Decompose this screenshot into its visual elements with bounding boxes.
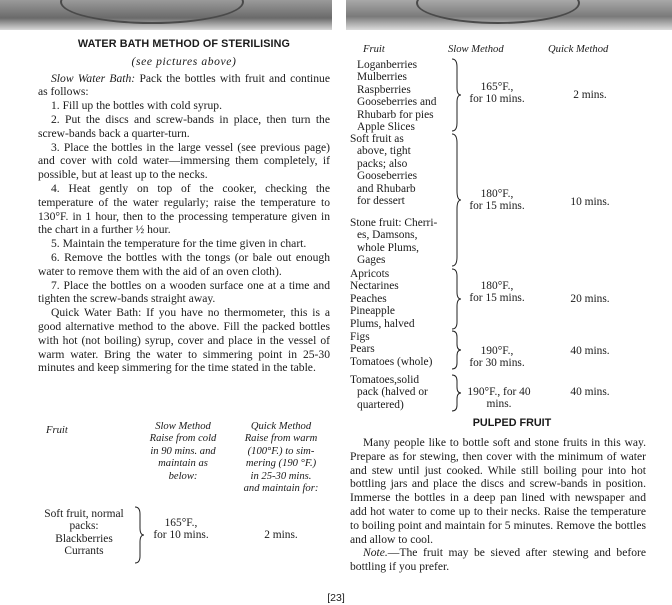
- row3-fruit: Apricots Nectarines Peaches Pineapple Plums, halved: [350, 268, 415, 330]
- step-4: 4. Heat gently on top of the cooker, checking the temperature of the water regularly; raise the temperature to 130°F. in 1 hour, then to the processing temperature given in the chart in a further ½ hour.: [38, 181, 330, 237]
- row3-slow: 180°F., for 15 mins.: [469, 280, 525, 305]
- row2-fruit-b: Stone fruit: Cherri- es, Damsons, whole Plums, Gages: [350, 217, 438, 267]
- table-header-fruit: Fruit: [46, 425, 68, 436]
- quick-paragraph: Quick Water Bath: If you have no thermometer, this is a good alternative method to the above. Fill the packed bottles with hot (not boiling) syrup, cover and place in the vessel of warm water. Bring the water to simmering point in 25-30 minutes and keep simmering for the time stated in the table.: [38, 306, 330, 375]
- section-subtitle: (see pictures above): [131, 54, 237, 68]
- row2-fruit-a: Soft fruit as above, tight packs; also Gooseberries and Rhubarb for dessert: [350, 133, 418, 208]
- right-header-slow: Slow Method: [448, 44, 504, 55]
- step-2: 2. Put the discs and screw-bands in place, then turn the screw-bands back a quarter-turn.: [38, 112, 330, 140]
- table-header-slow: Slow Method Raise from cold in 90 mins. and maintain as below:: [149, 421, 217, 482]
- row3-quick: 20 mins.: [570, 293, 610, 305]
- row5-quick: 40 mins.: [570, 386, 610, 398]
- top-photo-left: [0, 0, 332, 30]
- table-header-quick: Quick Method Raise from warm (100°F.) to sim- mering (190 °F.) in 25-30 mins. and maintain for:: [243, 421, 319, 495]
- row2-slow: 180°F., for 15 mins.: [469, 188, 525, 213]
- row4-slow: 190°F., for 30 mins.: [469, 345, 525, 370]
- pulped-fruit-title: PULPED FRUIT: [472, 417, 552, 429]
- table-row-quick: 2 mins.: [264, 529, 298, 541]
- row2-quick: 10 mins.: [570, 196, 610, 208]
- right-header-quick: Quick Method: [548, 44, 609, 55]
- brace-icon: [133, 506, 145, 564]
- note-paragraph: Note.—The fruit may be sieved after stewing and before bottling if you prefer.: [350, 546, 646, 574]
- step-3: 3. Place the bottles in the large vessel (see previous page) and cover with cold water—immersing them completely, if possible, but at least up to the necks.: [38, 140, 330, 182]
- page-number: [23]: [327, 592, 345, 604]
- row1-quick: 2 mins.: [573, 89, 607, 101]
- step-6: 6. Remove the bottles with the tongs (or bale out enough water to remove them with the aid of an oven cloth).: [38, 250, 330, 278]
- row5-fruit: Tomatoes,solid pack (halved or quartered): [350, 374, 428, 411]
- right-header-fruit: Fruit: [363, 44, 385, 55]
- row5-slow: 190°F., for 40 mins.: [467, 386, 531, 411]
- pulped-paragraph: Many people like to bottle soft and stone fruits in this way. Prepare as for stewing, then cover with the minimum of water and stew until just cooked. While still boiling pour into hot bottling jars and place the discs and screw-bands in position. Immerse the bottles in a deep pan lined with newspaper and add hot water to come up to their necks. Raise the temperature to boiling point and maintain for 5 minutes. Remove the bottles and allow to cool.: [350, 436, 646, 546]
- step-7: 7. Place the bottles on a wooden surface one at a time and tighten the screw-bands straight away.: [38, 278, 330, 306]
- pulped-fruit-body: [350, 436, 646, 574]
- row4-fruit: Figs Pears Tomatoes (whole): [350, 331, 433, 368]
- table-row-fruit: Soft fruit, normal packs: Blackberries Currants: [44, 508, 124, 558]
- top-photo-right: [346, 0, 672, 30]
- table-row-slow: 165°F., for 10 mins.: [153, 517, 209, 542]
- left-column: [38, 38, 330, 375]
- step-1: 1. Fill up the bottles with cold syrup.: [51, 99, 223, 113]
- row1-fruit: Loganberries Mulberries Raspberries Gooseberries and Rhubarb for pies Apple Slices: [357, 59, 437, 134]
- slow-intro: Slow Water Bath: Pack the bottles with fruit and continue as follows:: [38, 71, 331, 99]
- row4-quick: 40 mins.: [570, 345, 610, 357]
- section-title: WATER BATH METHOD OF STERILISING: [77, 38, 291, 50]
- row1-slow: 165°F., for 10 mins.: [469, 81, 525, 106]
- step-5: 5. Maintain the temperature for the time given in chart.: [51, 237, 307, 251]
